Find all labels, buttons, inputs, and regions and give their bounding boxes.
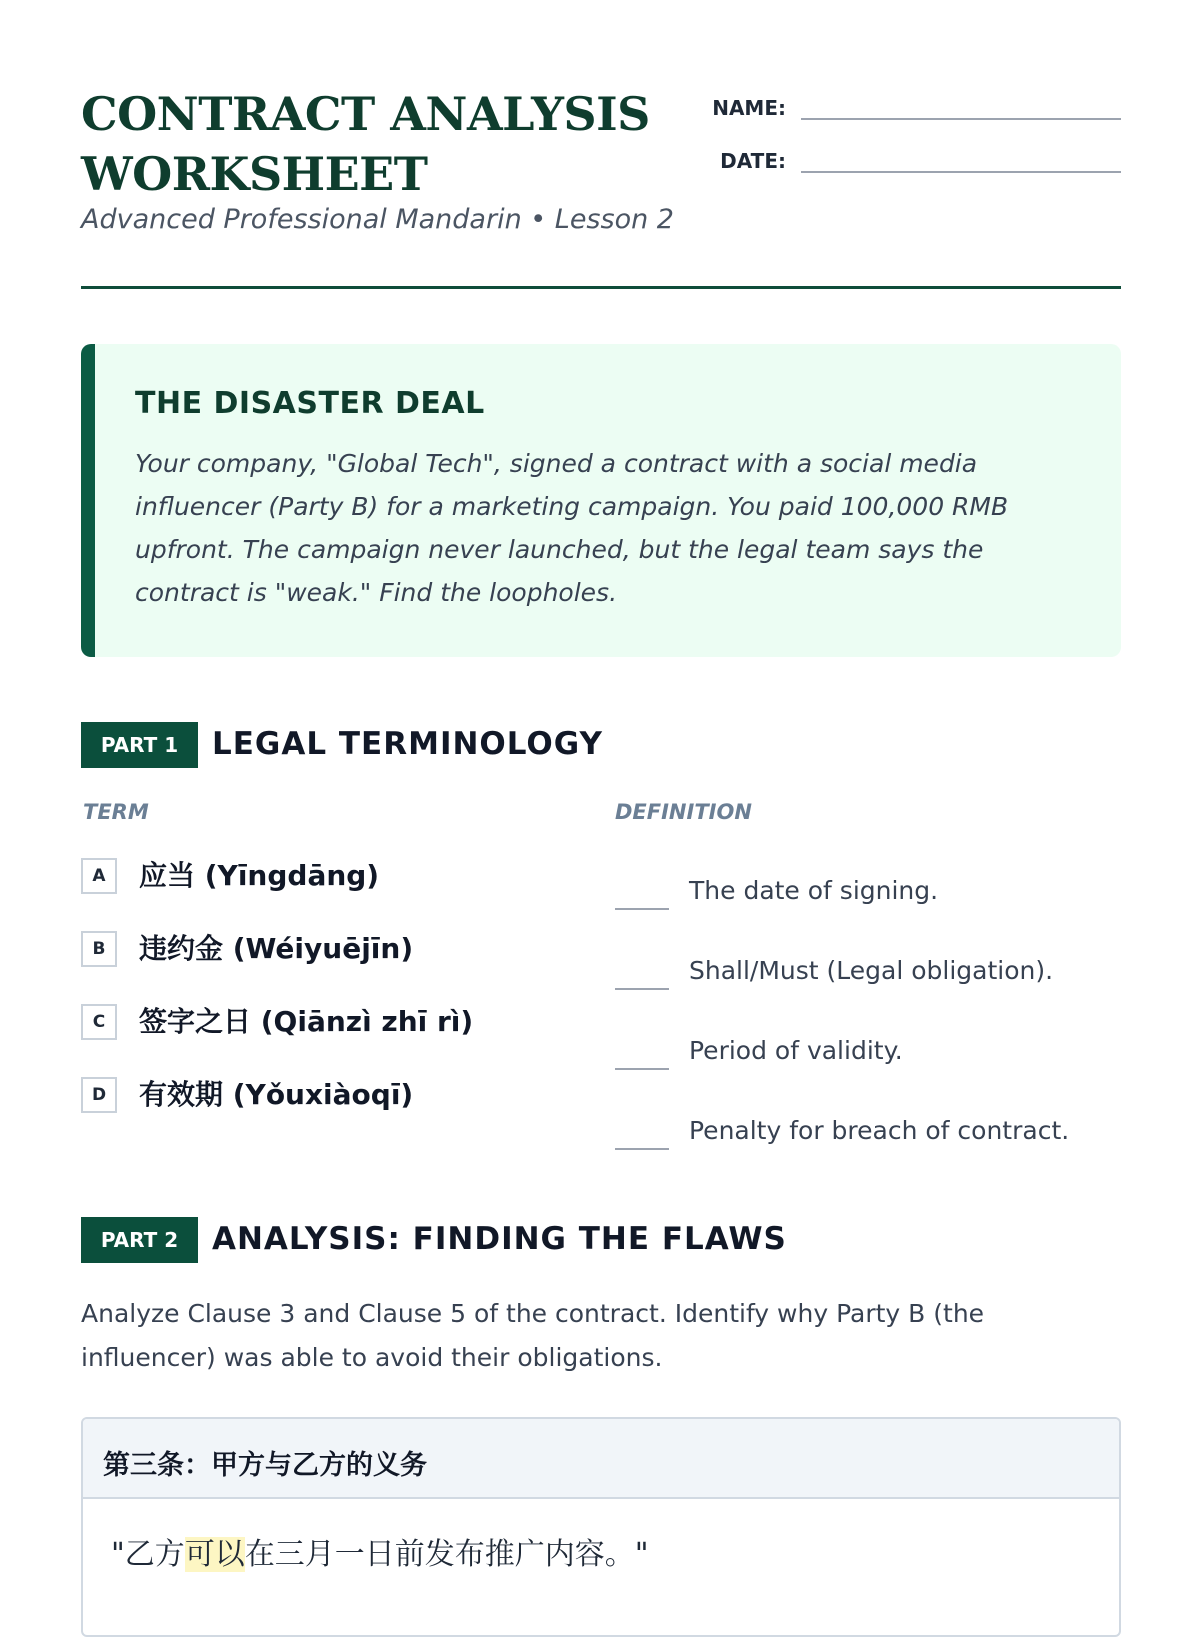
quote-before: "乙方 (111, 1537, 185, 1572)
scenario-box (81, 344, 1121, 657)
answer-blank[interactable] (615, 908, 669, 910)
quote-highlight: 可以 (184, 1537, 245, 1572)
definition-item-4 (615, 1104, 1121, 1150)
answer-blank[interactable] (615, 1148, 669, 1150)
term-letter-box: B (81, 931, 117, 967)
worksheet-header (81, 78, 1121, 288)
date-field[interactable] (681, 141, 1121, 177)
scenario-text: Your company, "Global Tech", signed a contract with a social media influencer (Party B) for a marketing campaign. You paid 100,000 RMB upfront. The campaign never launched, but the legal team says the contract is "weak." Find the loopholes. (135, 449, 1009, 607)
definition-item-3 (615, 1024, 1121, 1070)
part2-title: ANALYSIS: FINDING THE FLAWS (212, 1221, 787, 1257)
name-label: NAME: (712, 96, 786, 120)
page-subtitle: Advanced Professional Mandarin • Lesson 2 (81, 204, 674, 235)
clause3-header (83, 1419, 1119, 1499)
term-item-d (81, 1077, 601, 1117)
term-item-b (81, 931, 601, 971)
part1-heading (81, 722, 1121, 770)
definition-item-2 (615, 944, 1121, 990)
clause3-card (81, 1417, 1121, 1637)
page-title: CONTRACT ANALYSIS WORKSHEET (81, 87, 650, 201)
term-text: 签字之日 (Qiānzì zhī rì) (139, 1005, 474, 1038)
term-column-header: TERM (83, 800, 149, 824)
definition-text: Shall/Must (Legal obligation). (689, 956, 1054, 985)
term-letter-box: D (81, 1077, 117, 1113)
part2-heading (81, 1217, 1121, 1265)
answer-blank[interactable] (615, 988, 669, 990)
scenario-title: THE DISASTER DEAL (135, 386, 485, 421)
term-text: 有效期 (Yǒuxiàoqī) (139, 1078, 414, 1111)
definition-text: Penalty for breach of contract. (689, 1116, 1070, 1145)
quote-after: 在三月一日前发布推广内容。" (244, 1537, 649, 1572)
part2-instructions: Analyze Clause 3 and Clause 5 of the contract. Identify why Party B (the influencer) was able to avoid their obligations. (81, 1299, 985, 1372)
date-input-line[interactable] (801, 171, 1121, 173)
header-divider (81, 286, 1121, 289)
definition-item-1 (615, 864, 1121, 910)
name-input-line[interactable] (801, 118, 1121, 120)
term-text: 违约金 (Wéiyuējīn) (139, 932, 414, 965)
term-letter-box: C (81, 1004, 117, 1040)
term-text: 应当 (Yīngdāng) (139, 859, 380, 892)
part1-title: LEGAL TERMINOLOGY (212, 726, 603, 762)
definition-text: Period of validity. (689, 1036, 903, 1065)
term-item-a (81, 858, 601, 898)
answer-blank[interactable] (615, 1068, 669, 1070)
definition-column-header: DEFINITION (615, 800, 752, 824)
part1-badge: PART 1 (81, 722, 198, 768)
definition-text: The date of signing. (689, 876, 939, 905)
worksheet-page (81, 0, 1121, 1600)
clause3-quote (111, 1529, 649, 1573)
term-item-c (81, 1004, 601, 1044)
part2-badge: PART 2 (81, 1217, 198, 1263)
date-label: DATE: (720, 149, 786, 173)
term-letter-box: A (81, 858, 117, 894)
name-field[interactable] (681, 88, 1121, 124)
clause3-title: 第三条：甲方与乙方的义务 (103, 1450, 427, 1481)
